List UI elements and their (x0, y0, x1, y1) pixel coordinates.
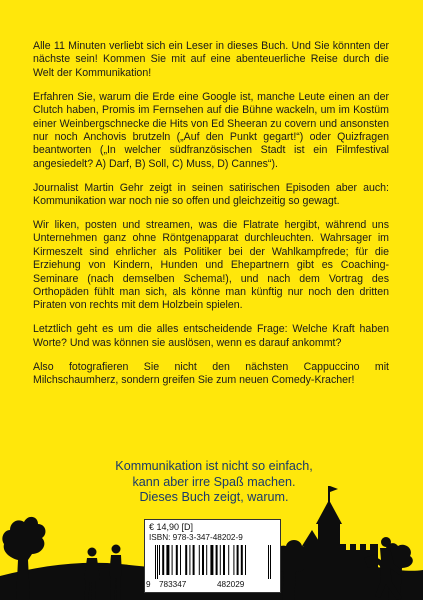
blurb-paragraph-4: Wir liken, posten und streamen, was die Flatrate hergibt, während uns Unternehmen ganz ohne Röntgenapparat durchleuchten. Wahrsager im Kirmeszelt sind ehrlicher als Politiker bei der Wahlkampfrede; für die Erziehung von Kindern, Hunden und Ehepartnern gibt es Coaching-Seminare (nach demselben Schema!), und nach dem Vortrag des Orthopäden fühlt man sich, als könne man künftig nur noch den dritten Piraten von rechts mit dem Holzbein spielen. (33, 218, 389, 312)
blurb-paragraph-1: Alle 11 Minuten verliebt sich ein Leser in dieses Buch. Und Sie könnten der nächste sein! Kommen Sie mit auf eine abenteuerliche Reise durch die Welt der Kommunikation! (33, 40, 389, 79)
tagline-line-3: Dieses Buch zeigt, warum. (139, 490, 289, 504)
barcode-digits-left: 783347 (159, 580, 187, 589)
blurb-paragraph-5: Letztlich geht es um die alles entscheidende Frage: Welche Kraft haben Worte? Und was können sie auslösen, wenn es darauf ankommt? (33, 323, 389, 349)
tagline (104, 459, 324, 506)
price-label: € 14,90 [D] (149, 522, 194, 532)
tagline-line-1: Kommunikation ist nicht so einfach, (115, 459, 313, 473)
barcode-bars (153, 545, 273, 579)
barcode-box (144, 519, 281, 593)
blurb-text (33, 40, 389, 398)
blurb-paragraph-3: Journalist Martin Gehr zeigt in seinen satirischen Episoden aber auch: Kommunikation war noch nie so offen und gleichzeitig so gewagt. (33, 181, 389, 208)
blurb-paragraph-6: Also fotografieren Sie nicht den nächsten Cappuccino mit Milchschaumherz, sondern greifen Sie zum neuen Comedy-Kracher! (33, 360, 389, 387)
blurb-paragraph-2: Erfahren Sie, warum die Erde eine Google ist, manche Leute einen an der Clutch haben, Promis im Fernsehen auf die Bühne wackeln, um im Kostüm einer Weinbergschnecke die Hits von Ed Sheeran zu covern und ansonsten nur noch Anchovis brutzeln („Auf den Punkt gegart!“) oder Quizfragen beantworten („In welcher südfranzösischen Stadt ist ein Filmfestival angesiedelt? A) Darf, B) Soll, C) Muss, D) Cannes“). (33, 90, 389, 170)
tagline-line-2: kann aber irre Spaß machen. (132, 474, 296, 489)
barcode-digit-lead: 9 (146, 580, 151, 589)
isbn-label: ISBN: 978-3-347-48202-9 (149, 533, 243, 542)
barcode-digits-right: 482029 (217, 580, 245, 589)
